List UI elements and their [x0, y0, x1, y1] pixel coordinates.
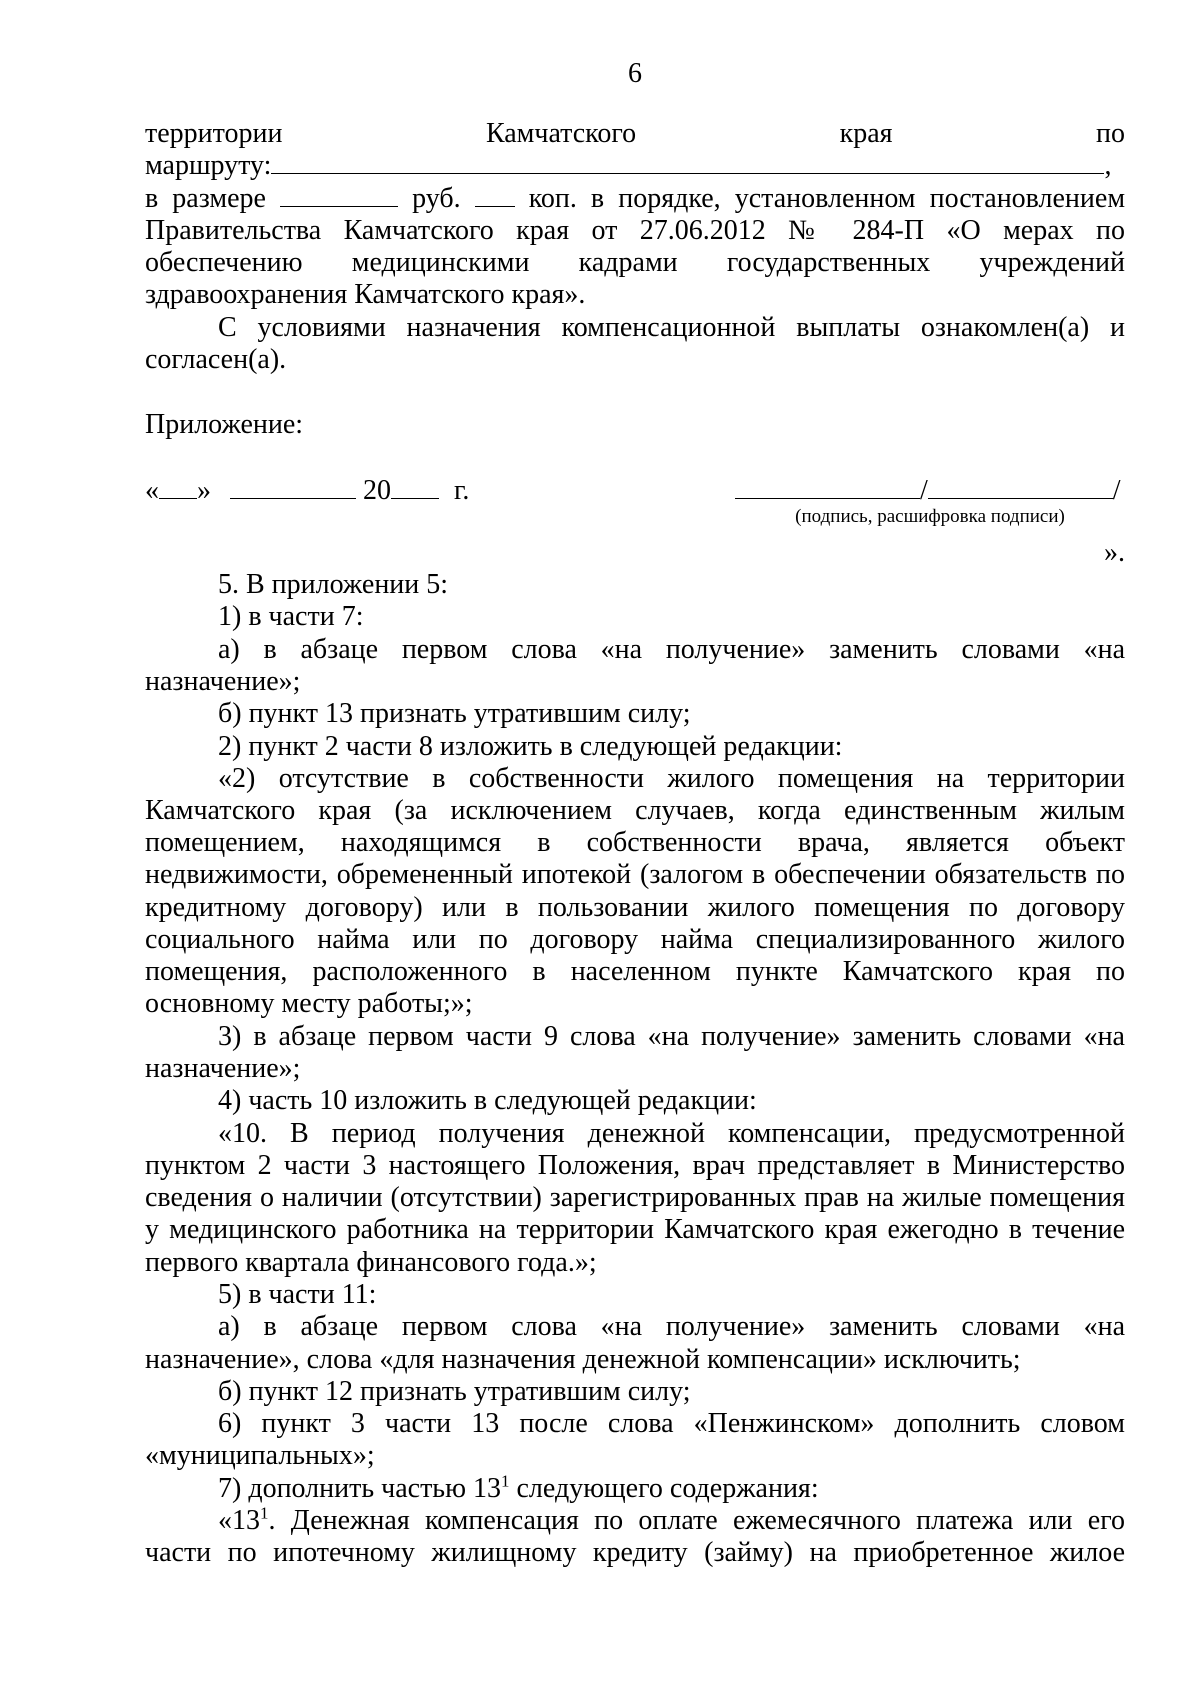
appendix-label: Приложение: — [145, 409, 304, 440]
sub-3-line-2: назначение»; — [145, 1053, 301, 1084]
quote-2-line-1: «2) отсутствие в собственности жилого помещения на территории — [218, 763, 1125, 794]
conditions-line-1: С условиями назначения компенсационной выплаты ознакомлен(а) и — [218, 312, 1125, 343]
signature-caption: (подпись, расшифровка подписи) — [795, 506, 1065, 527]
sub-1a-line-2: назначение»; — [145, 666, 301, 697]
quote-2-line-7: помещения, расположенного в населенном пункте Камчатского края по — [145, 956, 1125, 987]
sub-1a-line-1: а) в абзаце первом слова «на получение» заменить словами «на — [218, 634, 1125, 665]
form-line-supply: обеспечению медицинскими кадрами государственных учреждений — [145, 247, 1125, 278]
sub-5a-line-1: а) в абзаце первом слова «на получение» заменить словами «на — [218, 1311, 1125, 1342]
quote-10-line-4: у медицинского работника на территории Камчатского края ежегодно в течение — [145, 1214, 1125, 1245]
sub-5-heading: 5) в части 11: — [218, 1279, 377, 1310]
quote-2-line-3: помещением, находящимся в собственности врача, является объект — [145, 827, 1125, 858]
form-line-government: Правительства Камчатского края от 27.06.2012 № 284-П «О мерах по — [145, 215, 1125, 246]
quote-10-line-5: первого квартала финансового года.»; — [145, 1247, 597, 1278]
signature-name-blank — [928, 476, 1113, 499]
kop-blank — [475, 184, 515, 207]
quote-2-line-5: кредитному договору) или в пользовании жилого помещения по договору — [145, 892, 1125, 923]
page-number: 6 — [628, 58, 642, 89]
sub-4-heading: 4) часть 10 изложить в следующей редакции: — [218, 1085, 757, 1116]
sub-1b-line: б) пункт 13 признать утратившим силу; — [218, 698, 691, 729]
rub-blank — [280, 184, 398, 207]
quote-13-1-line-1: «$13^1$. Денежная компенсация по оплате ежемесячного платежа или его — [218, 1503, 1125, 1536]
conditions-line-2: согласен(а). — [145, 344, 287, 375]
quote-13-1-line-2: части по ипотечному жилищному кредиту (займу) на приобретенное жилое — [145, 1537, 1125, 1568]
sub-5a-line-2: назначение», слова «для назначения денежной компенсации» исключить; — [145, 1344, 1021, 1375]
year-blank — [391, 476, 439, 499]
sub-2-heading: 2) пункт 2 части 8 изложить в следующей редакции: — [218, 731, 843, 762]
sub-5b-line: б) пункт 12 признать утратившим силу; — [218, 1376, 691, 1407]
sub-6-line-1: 6) пункт 3 части 13 после слова «Пенжинском» дополнить словом — [218, 1408, 1125, 1439]
quote-2-line-8: основному месту работы;»; — [145, 988, 473, 1019]
signature-blank — [735, 476, 920, 499]
quote-10-line-3: сведения о наличии (отсутствии) зарегистрированных прав на жилые помещения — [145, 1182, 1125, 1213]
sub-1-heading: 1) в части 7: — [218, 601, 364, 632]
sub-3-line-1: 3) в абзаце первом части 9 слова «на получение» заменить словами «на — [218, 1021, 1125, 1052]
month-blank — [230, 476, 356, 499]
signature-line: / / — [735, 474, 1125, 508]
form-line-health: здравоохранения Камчатского края». — [145, 279, 586, 310]
item-5-heading: 5. В приложении 5: — [218, 569, 449, 600]
closing-quote: ». — [1104, 537, 1125, 568]
quote-2-line-2: Камчатского края (за исключением случаев, когда единственным жилым — [145, 795, 1125, 826]
quote-2-line-4: недвижимости, обремененный ипотекой (залогом в обеспечении обязательств по — [145, 859, 1125, 890]
quote-2-line-6: социального найма или по договору найма специализированного жилого — [145, 924, 1125, 955]
form-line-amount: в размере руб. коп. в порядке, установленном постановлением — [145, 183, 1126, 214]
form-line-route: маршруту: , — [145, 150, 1112, 181]
quote-10-line-2: пунктом 2 части 3 настоящего Положения, врач представляет в Министерство — [145, 1150, 1125, 1181]
route-blank — [271, 151, 1104, 174]
sub-6-line-2: «муниципальных»; — [145, 1440, 375, 1471]
form-line-territory: территории Камчатского края по — [145, 118, 1125, 149]
date-line: « » 20 г. — [145, 475, 470, 506]
day-blank — [159, 476, 197, 499]
quote-10-line-1: «10. В период получения денежной компенсации, предусмотренной — [218, 1118, 1125, 1149]
sub-7-heading: 7) дополнить частью $13^1$ следующего содержания: — [218, 1471, 819, 1504]
